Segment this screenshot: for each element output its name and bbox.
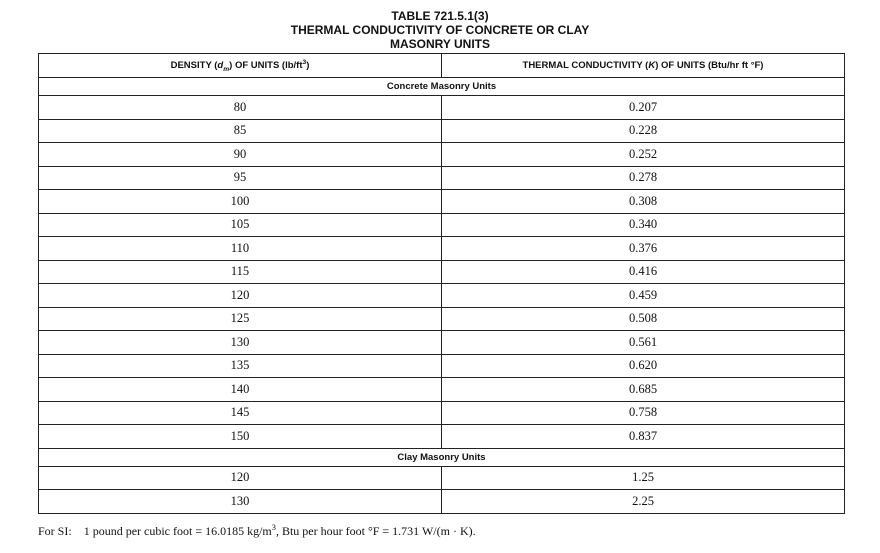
conductivity-cell: 0.685 — [442, 378, 845, 402]
density-cell: 120 — [39, 466, 442, 490]
table-row — [39, 425, 845, 449]
conductivity-cell: 0.308 — [442, 190, 845, 214]
table-row — [39, 490, 845, 514]
conductivity-cell: 0.837 — [442, 425, 845, 449]
density-cell: 140 — [39, 378, 442, 402]
conductivity-cell: 0.459 — [442, 284, 845, 308]
density-column-header: DENSITY $(d_m)$ OF UNITS $(lb/ft^3)$ — [39, 54, 442, 78]
section-row — [39, 78, 845, 96]
table-body — [39, 78, 845, 514]
density-cell: 100 — [39, 190, 442, 214]
density-cell: 130 — [39, 331, 442, 355]
density-cell: 135 — [39, 354, 442, 378]
density-cell: 80 — [39, 96, 442, 120]
conductivity-cell: 0.508 — [442, 307, 845, 331]
conductivity-column-header: THERMAL CONDUCTIVITY (K) OF UNITS (Btu/hr ft °F) — [442, 54, 845, 78]
density-cell: 125 — [39, 307, 442, 331]
header-row — [39, 54, 845, 78]
section-label: Clay Masonry Units — [39, 448, 845, 466]
section-row — [39, 448, 845, 466]
table-row — [39, 143, 845, 167]
conductivity-cell: 0.228 — [442, 119, 845, 143]
conductivity-cell: 0.561 — [442, 331, 845, 355]
conductivity-cell: 1.25 — [442, 466, 845, 490]
table-row — [39, 119, 845, 143]
section-label: Concrete Masonry Units — [39, 78, 845, 96]
conductivity-cell: 0.252 — [442, 143, 845, 167]
density-cell: 95 — [39, 166, 442, 190]
table-row — [39, 401, 845, 425]
density-cell: 105 — [39, 213, 442, 237]
density-cell: 90 — [39, 143, 442, 167]
table-row — [39, 213, 845, 237]
table-row — [39, 190, 845, 214]
table-row — [39, 466, 845, 490]
density-cell: 110 — [39, 237, 442, 261]
table-title — [0, 9, 880, 51]
table-row — [39, 284, 845, 308]
conductivity-cell: 0.758 — [442, 401, 845, 425]
conductivity-cell: 0.376 — [442, 237, 845, 261]
conductivity-cell: 0.340 — [442, 213, 845, 237]
table-row — [39, 307, 845, 331]
si-footnote: For SI: 1 pound per cubic foot = 16.0185 $kg/m^3$, Btu per hour foot °F = 1.731 W/(m · K). — [38, 523, 476, 538]
table-title-line-2: MASONRY UNITS — [389, 37, 490, 51]
density-cell: 145 — [39, 401, 442, 425]
density-cell: 85 — [39, 119, 442, 143]
table-number: TABLE 721.5.1(3) — [391, 9, 489, 23]
conductivity-cell: 0.278 — [442, 166, 845, 190]
table-row — [39, 96, 845, 120]
conductivity-table — [38, 53, 845, 514]
table-row — [39, 378, 845, 402]
conductivity-cell: 0.416 — [442, 260, 845, 284]
density-cell: 115 — [39, 260, 442, 284]
density-cell: 130 — [39, 490, 442, 514]
table-title-line-1: THERMAL CONDUCTIVITY OF CONCRETE OR CLAY — [290, 23, 590, 37]
density-cell: 150 — [39, 425, 442, 449]
conductivity-cell: 0.207 — [442, 96, 845, 120]
conductivity-cell: 2.25 — [442, 490, 845, 514]
conductivity-cell: 0.620 — [442, 354, 845, 378]
table-row — [39, 166, 845, 190]
density-cell: 120 — [39, 284, 442, 308]
table-row — [39, 354, 845, 378]
table-row — [39, 260, 845, 284]
table-row — [39, 237, 845, 261]
table-row — [39, 331, 845, 355]
